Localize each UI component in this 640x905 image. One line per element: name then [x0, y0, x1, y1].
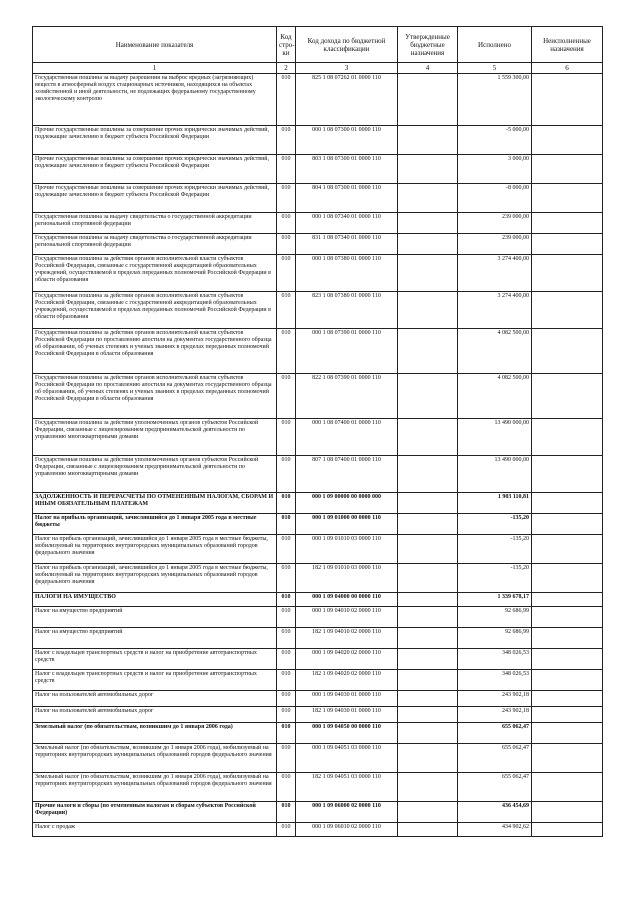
row-executed: 3 274 400,00	[458, 255, 532, 292]
table-row	[33, 593, 603, 607]
column-number: 3	[296, 63, 398, 74]
row-executed: 655 062,47	[458, 773, 532, 802]
row-executed: 239 000,00	[458, 213, 532, 234]
row-unexecuted	[532, 802, 603, 823]
row-unexecuted	[532, 419, 603, 456]
row-kbk-code: 822 1 08 07390 01 0000 110	[296, 374, 398, 419]
table-row	[33, 628, 603, 649]
row-executed: 239 000,00	[458, 234, 532, 255]
row-kbk-code: 000 1 09 01010 03 0000 110	[296, 535, 398, 564]
header-name: Наименование показателя	[33, 27, 277, 63]
row-line-code: 010	[277, 292, 296, 329]
row-line-code: 010	[277, 670, 296, 691]
row-line-code: 010	[277, 493, 296, 514]
row-executed: 243 902,18	[458, 707, 532, 723]
row-kbk-code: 000 1 09 00000 00 0000 000	[296, 493, 398, 514]
table-row	[33, 823, 603, 837]
row-unexecuted	[532, 456, 603, 493]
row-executed: 92 686,99	[458, 607, 532, 628]
row-line-code: 010	[277, 126, 296, 155]
row-unexecuted	[532, 155, 603, 184]
row-kbk-code: 803 1 08 07300 01 0000 110	[296, 155, 398, 184]
table-row	[33, 419, 603, 456]
row-name: Прочие государственные пошлины за совершение прочих юридически значимых действий, подлежащие зачислению в бюджет субъекта Российской Федерации	[33, 126, 277, 155]
table-row	[33, 374, 603, 419]
row-kbk-code: 804 1 08 07300 01 0000 110	[296, 184, 398, 213]
row-unexecuted	[532, 234, 603, 255]
report-sheet	[32, 26, 602, 837]
row-kbk-code: 182 1 09 01010 03 0000 110	[296, 564, 398, 593]
column-number: 6	[532, 63, 603, 74]
row-line-code: 010	[277, 564, 296, 593]
column-number-row	[33, 63, 603, 74]
row-unexecuted	[532, 213, 603, 234]
row-line-code: 010	[277, 723, 296, 744]
table-row	[33, 607, 603, 628]
column-number: 1	[33, 63, 277, 74]
row-line-code: 010	[277, 628, 296, 649]
column-number: 5	[458, 63, 532, 74]
row-unexecuted	[532, 126, 603, 155]
row-kbk-code: 831 1 08 07340 01 0000 110	[296, 234, 398, 255]
table-row	[33, 74, 603, 126]
row-name: Налог на пользователей автомобильных дорог	[33, 691, 277, 707]
row-unexecuted	[532, 628, 603, 649]
table-row	[33, 493, 603, 514]
row-kbk-code: 000 1 08 07340 01 0000 110	[296, 213, 398, 234]
table-row	[33, 773, 603, 802]
row-line-code: 010	[277, 184, 296, 213]
header-kbk: Код дохода по бюджетной классификации	[296, 27, 398, 63]
row-name: Государственная пошлина за выдачу свидетельства о государственной аккредитации региональной спортивной федерации	[33, 213, 277, 234]
row-unexecuted	[532, 823, 603, 837]
row-executed: -8 000,00	[458, 184, 532, 213]
row-kbk-code: 000 1 09 01000 00 0000 110	[296, 514, 398, 535]
row-approved	[398, 593, 458, 607]
row-line-code: 010	[277, 649, 296, 670]
row-executed: 243 902,18	[458, 691, 532, 707]
row-line-code: 010	[277, 707, 296, 723]
row-executed: -5 000,00	[458, 126, 532, 155]
row-approved	[398, 126, 458, 155]
table-row	[33, 707, 603, 723]
row-name: Налог с владельцев транспортных средств и налог на приобретение автотранспортных средств	[33, 670, 277, 691]
header-approved: Утвержденные бюджетные назначения	[398, 27, 458, 63]
row-kbk-code: 000 1 09 06010 02 0000 110	[296, 823, 398, 837]
row-kbk-code: 182 1 09 04010 02 0000 110	[296, 628, 398, 649]
row-name: Налог на имущество предприятий	[33, 607, 277, 628]
row-executed: -135,20	[458, 564, 532, 593]
row-name: Государственная пошлина за выдачу свидетельства о государственной аккредитации региональной спортивной федерации	[33, 234, 277, 255]
row-kbk-code: 000 1 09 04020 02 0000 110	[296, 649, 398, 670]
row-name: Налог на прибыль организаций, зачислявшийся до 1 января 2005 года в местные бюджеты, мобилизуемый на территориях внутригородских муниципальных образований городов федерального значения	[33, 564, 277, 593]
row-name: Налог с продаж	[33, 823, 277, 837]
row-unexecuted	[532, 607, 603, 628]
table-row	[33, 155, 603, 184]
table-row	[33, 456, 603, 493]
row-approved	[398, 649, 458, 670]
table-row	[33, 802, 603, 823]
row-unexecuted	[532, 670, 603, 691]
row-unexecuted	[532, 374, 603, 419]
row-executed: 92 686,99	[458, 628, 532, 649]
row-approved	[398, 213, 458, 234]
table-row	[33, 670, 603, 691]
row-approved	[398, 456, 458, 493]
row-approved	[398, 255, 458, 292]
row-line-code: 010	[277, 374, 296, 419]
row-kbk-code: 000 1 08 07390 01 0000 110	[296, 329, 398, 374]
row-unexecuted	[532, 329, 603, 374]
row-kbk-code: 825 1 08 07262 01 0000 110	[296, 74, 398, 126]
row-unexecuted	[532, 74, 603, 126]
header-row	[33, 27, 603, 63]
row-unexecuted	[532, 723, 603, 744]
row-kbk-code: 000 1 09 04000 00 0000 110	[296, 593, 398, 607]
row-line-code: 010	[277, 593, 296, 607]
row-kbk-code: 000 1 08 07300 01 0000 110	[296, 126, 398, 155]
row-kbk-code: 000 1 08 07400 01 0000 110	[296, 419, 398, 456]
row-executed: 655 062,47	[458, 744, 532, 773]
row-approved	[398, 292, 458, 329]
row-kbk-code: 000 1 09 04051 03 0000 110	[296, 744, 398, 773]
row-executed: 348 026,53	[458, 670, 532, 691]
row-name: НАЛОГИ НА ИМУЩЕСТВО	[33, 593, 277, 607]
table-row	[33, 329, 603, 374]
row-name: Земельный налог (по обязательствам, возникшим до 1 января 2006 года), мобилизуемый на территориях внутригородских муниципальных образований городов федерального значения	[33, 773, 277, 802]
row-line-code: 010	[277, 456, 296, 493]
table-row	[33, 126, 603, 155]
row-line-code: 010	[277, 744, 296, 773]
row-approved	[398, 691, 458, 707]
row-name: Прочие государственные пошлины за совершение прочих юридически значимых действий, подлежащие зачислению в бюджет субъекта Российской Федерации	[33, 184, 277, 213]
table-row	[33, 255, 603, 292]
row-name: Прочие государственные пошлины за совершение прочих юридически значимых действий, подлежащие зачислению в бюджет субъекта Российской Федерации	[33, 155, 277, 184]
row-line-code: 010	[277, 213, 296, 234]
row-name: Государственная пошлина за действия уполномоченных органов субъектов Российской Федерации, связанные с лицензированием предпринимательской деятельности по управлению многоквартирными домами	[33, 456, 277, 493]
row-approved	[398, 155, 458, 184]
row-approved	[398, 628, 458, 649]
row-approved	[398, 234, 458, 255]
row-line-code: 010	[277, 802, 296, 823]
table-row	[33, 649, 603, 670]
table-row	[33, 292, 603, 329]
row-line-code: 010	[277, 773, 296, 802]
row-kbk-code: 182 1 09 04030 01 0000 110	[296, 707, 398, 723]
row-executed: 3 000,00	[458, 155, 532, 184]
table-row	[33, 213, 603, 234]
table-row	[33, 514, 603, 535]
row-kbk-code: 182 1 09 04020 02 0000 110	[296, 670, 398, 691]
row-unexecuted	[532, 292, 603, 329]
row-unexecuted	[532, 707, 603, 723]
row-line-code: 010	[277, 329, 296, 374]
row-name: Налог с владельцев транспортных средств и налог на приобретение автотранспортных средств	[33, 649, 277, 670]
table-row	[33, 535, 603, 564]
row-approved	[398, 493, 458, 514]
row-unexecuted	[532, 649, 603, 670]
row-approved	[398, 419, 458, 456]
row-executed: 13 490 000,00	[458, 419, 532, 456]
row-approved	[398, 823, 458, 837]
row-approved	[398, 607, 458, 628]
row-approved	[398, 773, 458, 802]
row-approved	[398, 564, 458, 593]
header-unexecuted: Неисполненные назначения	[532, 27, 603, 63]
row-name: Государственная пошлина за действия органов исполнительной власти субъектов Российской Федерации, связанные с государственной аккредитацией образовательных учреждений, осуществляемой в пределах переданных полномочий Российской Федерации в области образования	[33, 255, 277, 292]
row-unexecuted	[532, 184, 603, 213]
row-unexecuted	[532, 564, 603, 593]
table-row	[33, 564, 603, 593]
row-name: Налог на прибыль организаций, зачислявшийся до 1 января 2005 года в местные бюджеты, мобилизуемый на территориях внутригородских муниципальных образований городов федерального значения	[33, 535, 277, 564]
row-approved	[398, 723, 458, 744]
row-executed: 13 490 000,00	[458, 456, 532, 493]
row-executed: 4 082 500,00	[458, 329, 532, 374]
row-executed: 4 082 500,00	[458, 374, 532, 419]
row-name: Государственная пошлина за действия уполномоченных органов субъектов Российской Федерации, связанные с лицензированием предпринимательской деятельности по управлению многоквартирными домами	[33, 419, 277, 456]
row-name: Налог на пользователей автомобильных дорог	[33, 707, 277, 723]
row-kbk-code: 807 1 08 07400 01 0000 110	[296, 456, 398, 493]
row-approved	[398, 707, 458, 723]
row-name: Земельный налог (по обязательствам, возникшим до 1 января 2006 года)	[33, 723, 277, 744]
table-row	[33, 723, 603, 744]
row-executed: 1 339 678,17	[458, 593, 532, 607]
header-executed: Исполнено	[458, 27, 532, 63]
row-approved	[398, 184, 458, 213]
row-line-code: 010	[277, 607, 296, 628]
budget-execution-table	[32, 26, 603, 837]
row-name: Государственная пошлина за действия органов исполнительной власти субъектов Российской Федерации по проставлению апостиля на документах государственного образца об образовании, об ученых степенях и ученых званиях в пределах переданных полномочий Российской Федерации в области образования	[33, 329, 277, 374]
row-line-code: 010	[277, 74, 296, 126]
table-row	[33, 184, 603, 213]
row-unexecuted	[532, 593, 603, 607]
row-name: ЗАДОЛЖЕННОСТЬ И ПЕРЕРАСЧЕТЫ ПО ОТМЕНЕННЫМ НАЛОГАМ, СБОРАМ И ИНЫМ ОБЯЗАТЕЛЬНЫМ ПЛАТЕЖАМ	[33, 493, 277, 514]
row-line-code: 010	[277, 255, 296, 292]
row-approved	[398, 329, 458, 374]
row-unexecuted	[532, 691, 603, 707]
row-line-code: 010	[277, 155, 296, 184]
row-kbk-code: 000 1 09 06000 02 0000 110	[296, 802, 398, 823]
row-name: Налог на прибыль организаций, зачислявшийся до 1 января 2005 года в местные бюджеты	[33, 514, 277, 535]
row-executed: 1 903 110,81	[458, 493, 532, 514]
table-row	[33, 691, 603, 707]
row-approved	[398, 374, 458, 419]
row-executed: 3 274 400,00	[458, 292, 532, 329]
row-line-code: 010	[277, 234, 296, 255]
row-unexecuted	[532, 535, 603, 564]
table-body	[33, 74, 603, 837]
row-unexecuted	[532, 773, 603, 802]
table-row	[33, 744, 603, 773]
row-approved	[398, 514, 458, 535]
row-approved	[398, 744, 458, 773]
row-executed: 1 559 300,00	[458, 74, 532, 126]
row-unexecuted	[532, 744, 603, 773]
row-kbk-code: 000 1 08 07380 01 0000 110	[296, 255, 398, 292]
row-approved	[398, 670, 458, 691]
column-number: 4	[398, 63, 458, 74]
row-unexecuted	[532, 493, 603, 514]
row-executed: -135,20	[458, 514, 532, 535]
row-approved	[398, 802, 458, 823]
row-executed: -135,20	[458, 535, 532, 564]
row-executed: 434 902,62	[458, 823, 532, 837]
row-line-code: 010	[277, 823, 296, 837]
row-line-code: 010	[277, 691, 296, 707]
row-kbk-code: 000 1 09 04030 01 0000 110	[296, 691, 398, 707]
row-executed: 436 454,69	[458, 802, 532, 823]
row-name: Государственная пошлина за действия органов исполнительной власти субъектов Российской Федерации, связанные с государственной аккредитацией образовательных учреждений, осуществляемой в пределах переданных полномочий Российской Федерации в области образования	[33, 292, 277, 329]
row-kbk-code: 000 1 09 04050 00 0000 110	[296, 723, 398, 744]
row-line-code: 010	[277, 419, 296, 456]
column-number: 2	[277, 63, 296, 74]
row-approved	[398, 535, 458, 564]
header-code-line: Код стро- ки	[277, 27, 296, 63]
row-name: Прочие налоги и сборы (по отмененным налогам и сборам субъектов Российской Федерации)	[33, 802, 277, 823]
row-line-code: 010	[277, 535, 296, 564]
row-name: Земельный налог (по обязательствам, возникшим до 1 января 2006 года), мобилизуемый на территориях внутригородских муниципальных образований городов федерального значения	[33, 744, 277, 773]
row-unexecuted	[532, 255, 603, 292]
row-unexecuted	[532, 514, 603, 535]
table-row	[33, 234, 603, 255]
row-kbk-code: 182 1 09 04051 03 0000 110	[296, 773, 398, 802]
row-kbk-code: 823 1 08 07380 01 0000 110	[296, 292, 398, 329]
row-kbk-code: 000 1 09 04010 02 0000 110	[296, 607, 398, 628]
row-line-code: 010	[277, 514, 296, 535]
row-name: Государственная пошлина за действия органов исполнительной власти субъектов Российской Федерации по проставлению апостиля на документах государственного образца об образовании, об ученых степенях и ученых званиях в пределах переданных полномочий Российской Федерации в области образования	[33, 374, 277, 419]
row-name: Государственная пошлина за выдачу разрешения на выброс вредных (загрязняющих) веществ в атмосферный воздух стационарных источников, находящихся на объектах хозяйственной и иной деятельности, не подлежащих федеральному государственному экологическому контролю	[33, 74, 277, 126]
row-executed: 655 062,47	[458, 723, 532, 744]
row-executed: 348 026,53	[458, 649, 532, 670]
row-approved	[398, 74, 458, 126]
row-name: Налог на имущество предприятий	[33, 628, 277, 649]
